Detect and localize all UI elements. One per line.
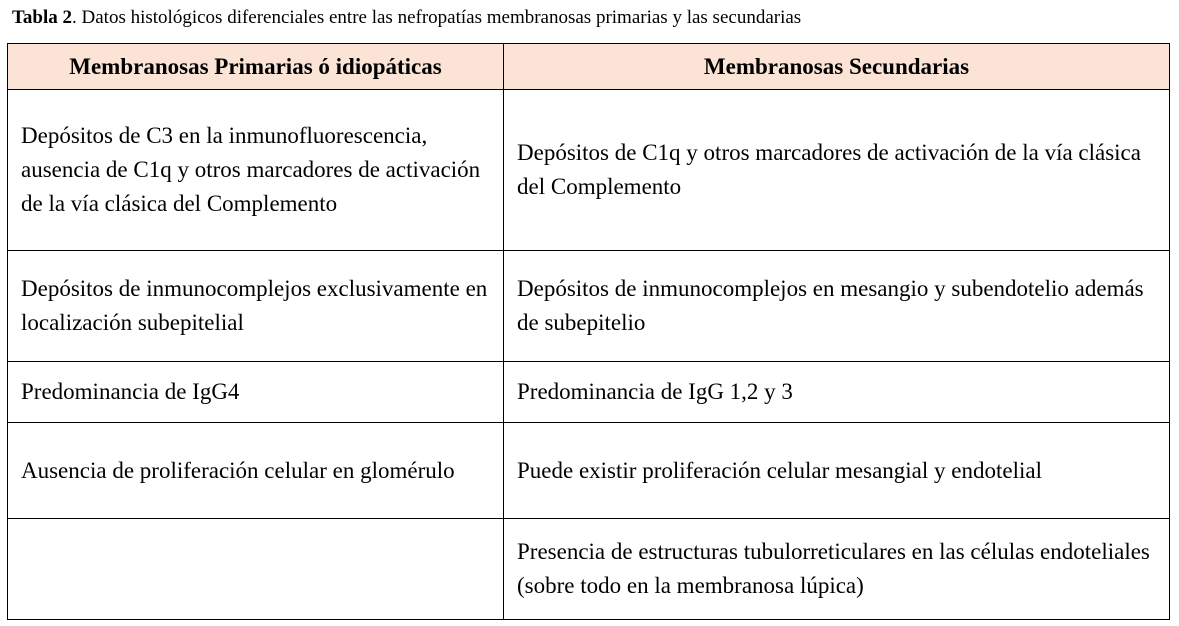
header-row [8,44,1170,90]
caption-label: Tabla 2 [12,7,73,28]
table-row [8,423,1170,519]
table-row [8,519,1170,620]
caption-text: . Datos histológicos diferenciales entre las nefropatías membranosas primarias y las secundarias [72,7,802,28]
table-row [8,90,1170,251]
cell-secondary: Depósitos de inmunocomplejos en mesangio y subendotelio además de subepitelio [504,251,1170,362]
table-caption [12,6,801,30]
table-row [8,251,1170,362]
cell-primary-empty [8,519,504,620]
cell-primary: Depósitos de inmunocomplejos exclusivamente en localización subepitelial [8,251,504,362]
cell-secondary: Depósitos de C1q y otros marcadores de activación de la vía clásica del Complemento [504,90,1170,251]
cell-primary: Ausencia de proliferación celular en glomérulo [8,423,504,519]
cell-primary: Depósitos de C3 en la inmunofluorescencia, ausencia de C1q y otros marcadores de activación de la vía clásica del Complemento [8,90,504,251]
cell-secondary: Predominancia de IgG 1,2 y 3 [504,362,1170,423]
cell-secondary: Presencia de estructuras tubulorreticulares en las células endoteliales (sobre todo en la membranosa lúpica) [504,519,1170,620]
cell-primary: Predominancia de IgG4 [8,362,504,423]
cell-secondary: Puede existir proliferación celular mesangial y endotelial [504,423,1170,519]
header-primary: Membranosas Primarias ó idiopáticas [8,44,504,90]
header-secondary: Membranosas Secundarias [504,44,1170,90]
histology-table [7,43,1170,620]
table-row [8,362,1170,423]
